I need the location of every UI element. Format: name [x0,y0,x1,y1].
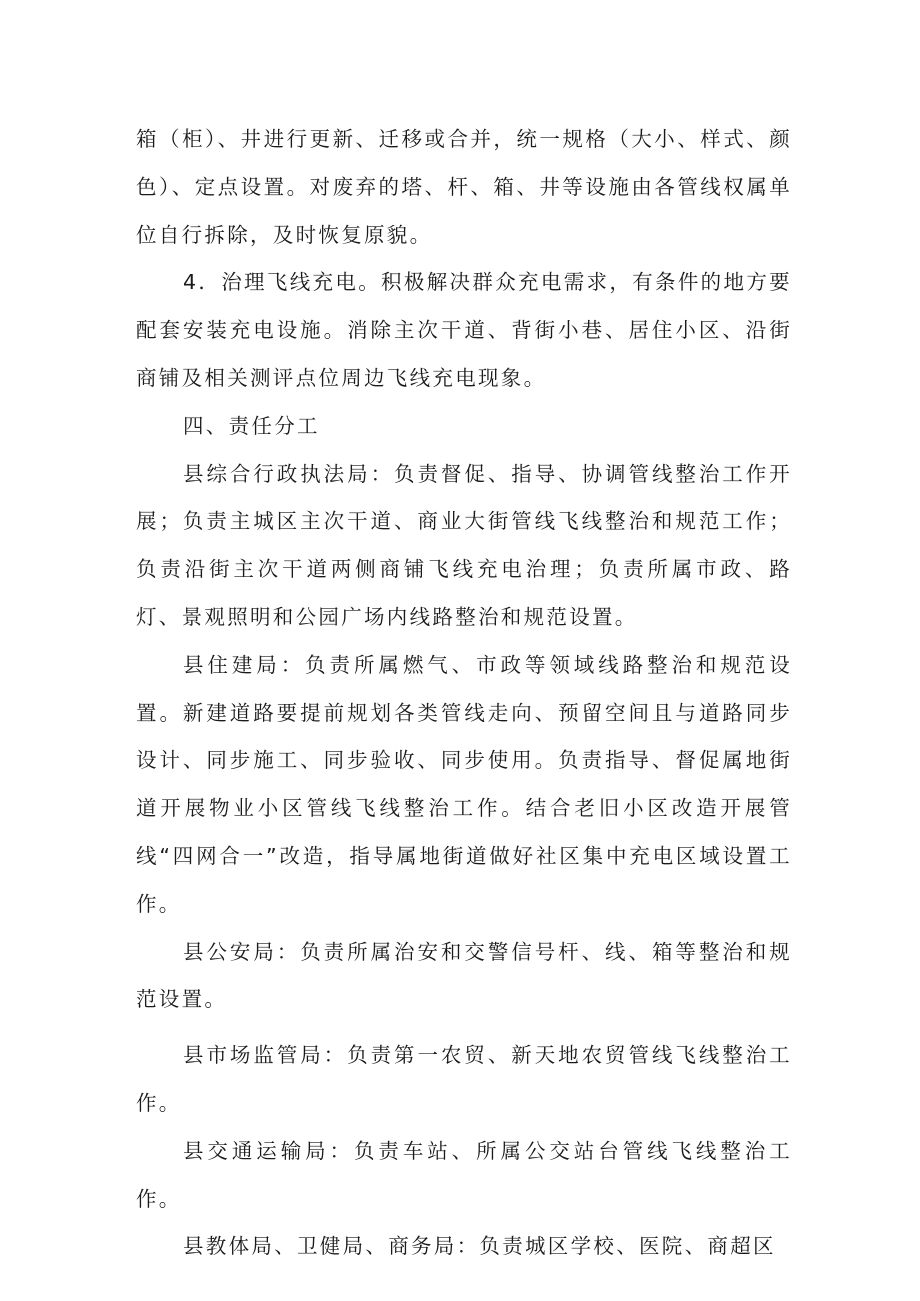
section-heading-responsibilities: 四、责任分工 [183,413,320,438]
paragraph-flying-line-charging: 4．治理飞线充电。积极解决群众充电需求，有条件的地方要配套安装充电设施。消除主次干道、背街小巷、居住小区、沿街商铺及相关测评点位周边飞线充电现象。 [136,270,792,390]
paragraph-public-security-bureau: 县公安局：负责所属治安和交警信号杆、线、箱等整治和规范设置。 [136,939,792,1012]
paragraph-law-enforcement-bureau: 县综合行政执法局：负责督促、指导、协调管线整治工作开展；负责主城区主次干道、商业大街管线飞线整治和规范工作；负责沿街主次干道两侧商铺飞线充电治理；负责所属市政、路灯、景观照明和公园广场内线路整治和规范设置。 [136,461,792,629]
paragraph-education-health-commerce: 县教体局、卫健局、商务局：负责城区学校、医院、商超区 [183,1234,776,1259]
paragraph-housing-bureau: 县住建局：负责所属燃气、市政等领域线路整治和规范设置。新建道路要提前规划各类管线走向、预留空间且与道路同步设计、同步施工、同步验收、同步使用。负责指导、督促属地街道开展物业小区管线飞线整治工作。结合老旧小区改造开展管线“四网合一”改造，指导属地街道做好社区集中充电区域设置工作。 [136,652,792,916]
document-body [136,116,792,1271]
paragraph-transport-bureau: 县交通运输局：负责车站、所属公交站台管线飞线整治工作。 [136,1138,792,1211]
paragraph-facilities-cleanup: 箱（柜）、井进行更新、迁移或合并，统一规格（大小、样式、颜色）、定点设置。对废弃的塔、杆、箱、井等设施由各管线权属单位自行拆除，及时恢复原貌。 [136,127,792,247]
paragraph-market-supervision-bureau: 县市场监管局：负责第一农贸、新天地农贸管线飞线整治工作。 [136,1043,792,1115]
